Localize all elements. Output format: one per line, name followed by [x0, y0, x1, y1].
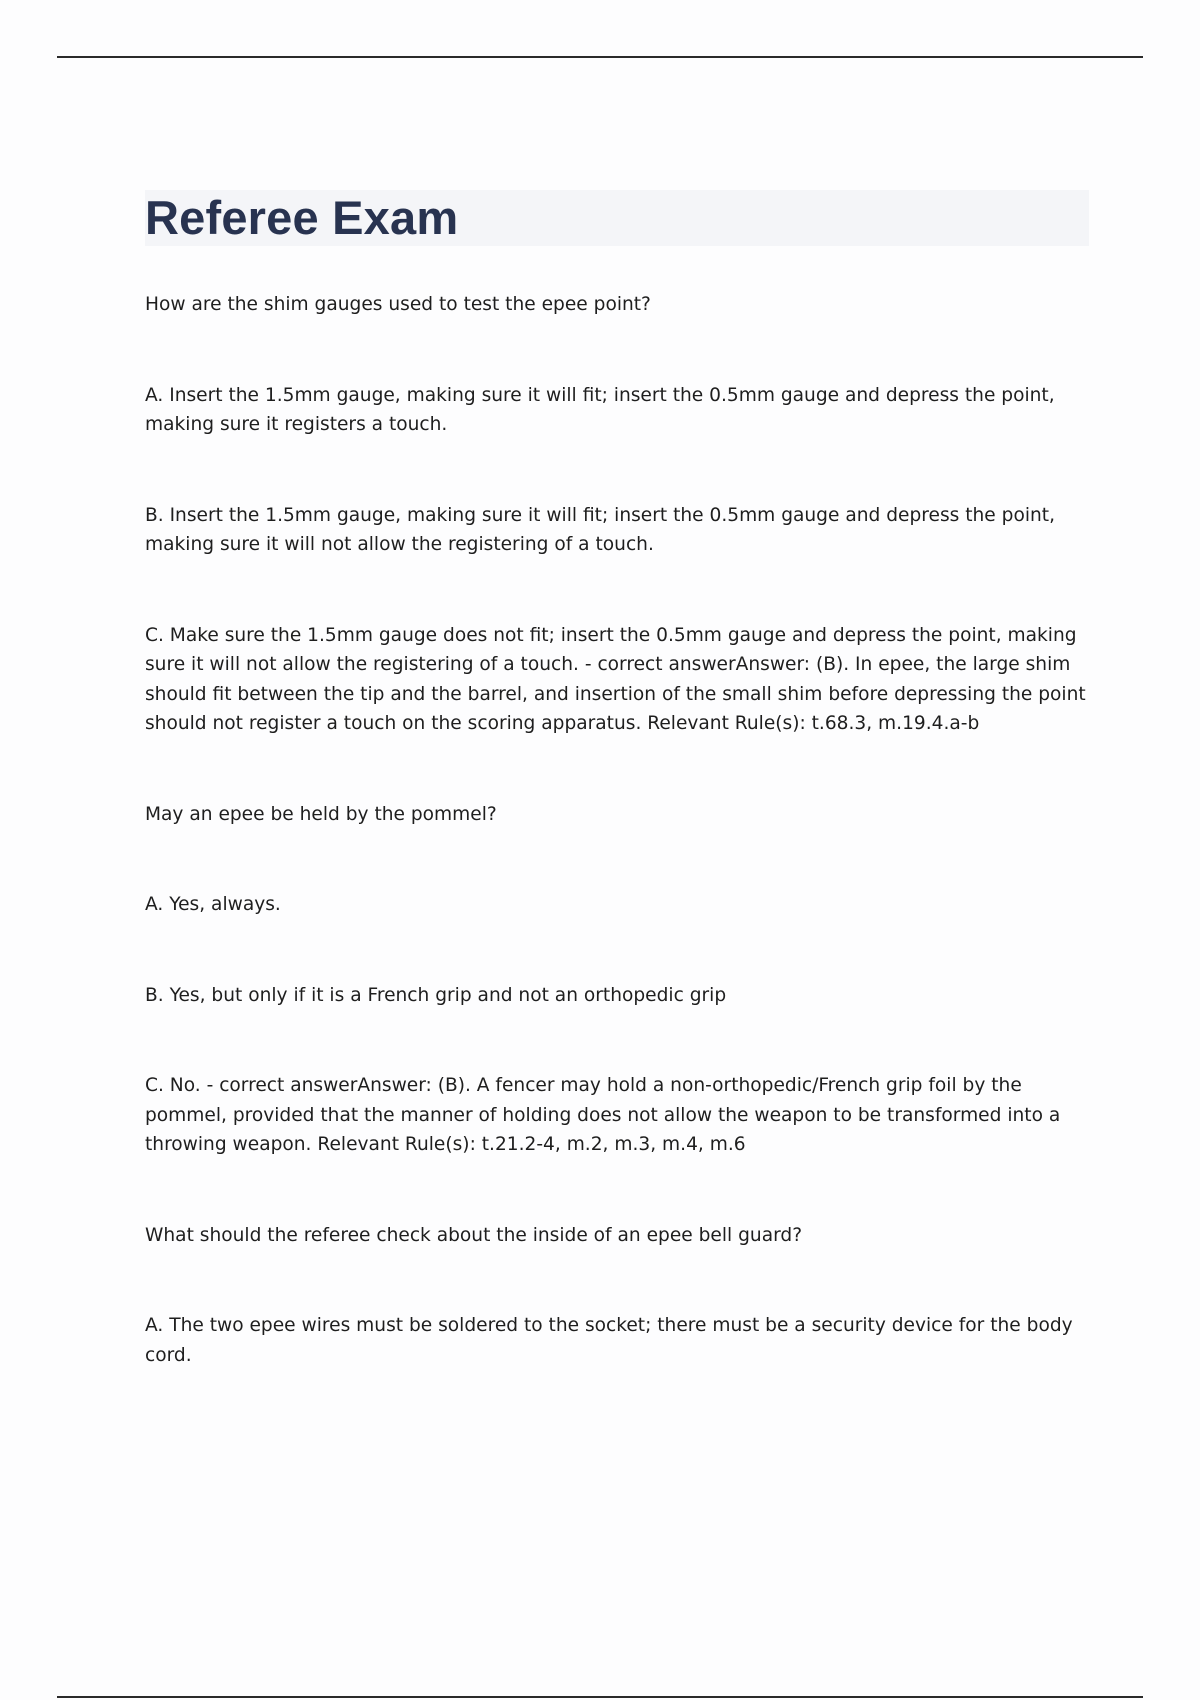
page-title: Referee Exam: [145, 191, 459, 244]
option-paragraph: A. Yes, always.: [145, 894, 281, 915]
footer-rule: [57, 1696, 1143, 1698]
option-paragraph: A. Insert the 1.5mm gauge, making sure it will fit; insert the 0.5mm gauge and depress the point, making sure it registers a touch.: [145, 384, 1055, 435]
question-paragraph: May an epee be held by the pommel?: [145, 803, 497, 825]
question-paragraph: What should the referee check about the inside of an epee bell guard?: [145, 1224, 803, 1246]
option-paragraph: A. The two epee wires must be soldered to the socket; there must be a security device for the body cord.: [145, 1315, 1073, 1366]
option-paragraph: B. Insert the 1.5mm gauge, making sure it will fit; insert the 0.5mm gauge and depress the point, making sure it will not allow the registering of a touch.: [145, 504, 1055, 555]
question-paragraph: How are the shim gauges used to test the epee point?: [145, 294, 651, 315]
answer-paragraph: C. Make sure the 1.5mm gauge does not fit; insert the 0.5mm gauge and depress the point, making sure it will not allow the registering of a touch. - correct answerAnswer: (B). In epee, the large shim should fit between the tip and the barrel, and insertion of the small shim before depressing the point should not register a touch on the scoring apparatus. Relevant Rule(s): t.68.3, m.19.4.a-b: [145, 624, 1086, 734]
option-paragraph: B. Yes, but only if it is a French grip and not an orthopedic grip: [145, 984, 727, 1006]
document-body: [145, 290, 1090, 1370]
answer-paragraph: C. No. - correct answerAnswer: (B). A fencer may hold a non-orthopedic/French grip foil by the pommel, provided that the manner of holding does not allow the weapon to be transformed into a throwing weapon. Relevant Rule(s): t.21.2-4, m.2, m.3, m.4, m.6: [145, 1075, 1061, 1155]
header-rule: [57, 56, 1143, 58]
